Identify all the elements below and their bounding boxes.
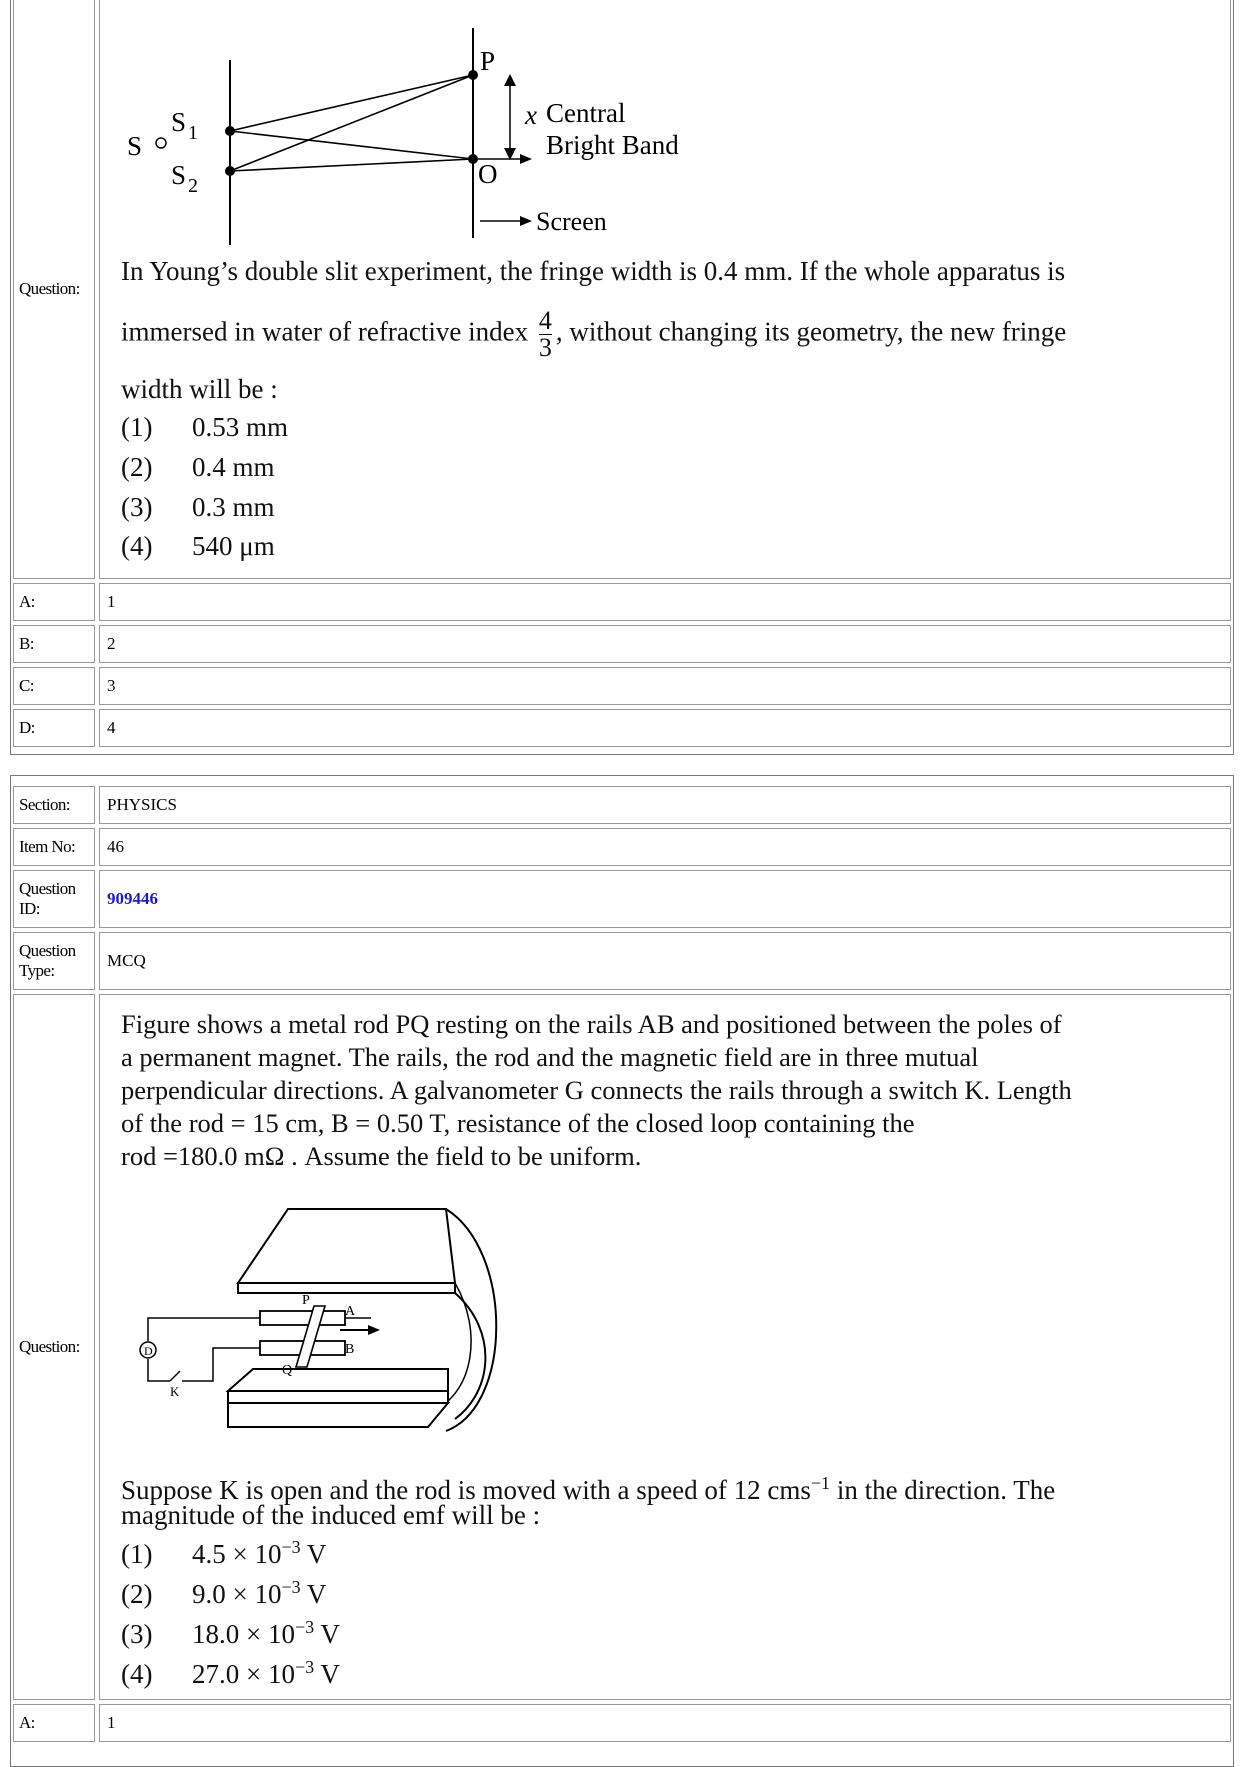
question-text-2-line-2: magnitude of the induced emf will be : bbox=[121, 1500, 541, 1530]
option-3 bbox=[121, 1617, 340, 1650]
answer-row-b bbox=[13, 625, 1231, 663]
question-type-value: MCQ bbox=[99, 932, 1231, 990]
answer-value: 2 bbox=[99, 625, 1231, 663]
section-row bbox=[13, 786, 1231, 824]
question-paragraph bbox=[121, 1008, 1211, 1173]
question-content bbox=[99, 994, 1231, 1700]
option-mantissa: 27.0 × 10 bbox=[192, 1659, 295, 1689]
option-2 bbox=[121, 452, 275, 483]
label-o: O bbox=[478, 159, 498, 189]
label-screen: Screen bbox=[536, 207, 607, 236]
option-1 bbox=[121, 412, 288, 443]
option-number: (3) bbox=[121, 492, 153, 522]
answer-value: 1 bbox=[99, 583, 1231, 621]
question-id-label: Question ID: bbox=[13, 870, 95, 928]
question-type-row bbox=[13, 932, 1231, 990]
frac-den: 3 bbox=[538, 333, 552, 362]
option-unit: V bbox=[314, 1619, 340, 1649]
question-text-line-3: width will be : bbox=[121, 374, 278, 404]
text-part-a: Suppose K is open and the rod is moved with a speed of 12 cms bbox=[121, 1475, 811, 1505]
option-exponent: −3 bbox=[281, 1537, 301, 1557]
option-2 bbox=[121, 1577, 326, 1610]
question-label: Question: bbox=[13, 994, 95, 1700]
option-4 bbox=[121, 531, 275, 562]
text-part-a: immersed in water of refractive index bbox=[121, 316, 529, 347]
section-value: PHYSICS bbox=[99, 786, 1231, 824]
answer-row-c bbox=[13, 667, 1231, 705]
para-line: rod =180.0 mΩ . Assume the field to be uniform. bbox=[121, 1141, 642, 1171]
label-b: B bbox=[345, 1342, 355, 1357]
question-block-2 bbox=[10, 775, 1234, 1767]
option-exponent: −3 bbox=[294, 1657, 315, 1677]
option-text: 0.4 mm bbox=[192, 452, 275, 482]
answer-row-d bbox=[13, 709, 1231, 747]
answer-row-a bbox=[13, 1704, 1231, 1742]
label-s1: S bbox=[171, 107, 187, 137]
option-number: (4) bbox=[121, 531, 153, 561]
option-mantissa: 9.0 × 10 bbox=[192, 1579, 282, 1609]
answer-value: 4 bbox=[99, 709, 1231, 747]
option-3 bbox=[121, 492, 275, 523]
option-number: (1) bbox=[121, 412, 153, 442]
option-exponent: −3 bbox=[281, 1577, 301, 1597]
option-unit: V bbox=[300, 1539, 327, 1569]
question-id-value: 909446 bbox=[99, 870, 1231, 928]
section-label: Section: bbox=[13, 786, 95, 824]
para-line: a permanent magnet. The rails, the rod and the magnetic field are in three mutual bbox=[121, 1042, 979, 1072]
option-unit: V bbox=[300, 1579, 327, 1609]
option-unit: V bbox=[314, 1659, 340, 1689]
answer-label: D: bbox=[13, 709, 95, 747]
label-g: D bbox=[144, 1344, 153, 1358]
answer-row-a bbox=[13, 583, 1231, 621]
item-label: Item No: bbox=[13, 828, 95, 866]
option-exponent: −3 bbox=[294, 1617, 315, 1637]
superscript: −1 bbox=[810, 1473, 831, 1493]
youngs-double-slit-figure bbox=[100, 0, 800, 245]
frac-num: 4 bbox=[538, 306, 552, 335]
fraction bbox=[539, 308, 552, 361]
question-content bbox=[99, 0, 1231, 579]
question-text-line-1: In Young’s double slit experiment, the fringe width is 0.4 mm. If the whole apparatus is bbox=[121, 256, 1066, 286]
label-x: x bbox=[525, 100, 537, 130]
para-line: Figure shows a metal rod PQ resting on the rails AB and positioned between the poles of bbox=[121, 1009, 1062, 1039]
option-4 bbox=[121, 1657, 340, 1690]
option-1 bbox=[121, 1537, 326, 1570]
option-mantissa: 18.0 × 10 bbox=[192, 1619, 295, 1649]
question-row bbox=[13, 994, 1231, 1700]
label-a: A bbox=[345, 1304, 356, 1319]
label-bright-band: Bright Band bbox=[546, 130, 679, 160]
question-row bbox=[13, 0, 1231, 579]
answer-label: B: bbox=[13, 625, 95, 663]
question-type-label: Question Type: bbox=[13, 932, 95, 990]
item-value: 46 bbox=[99, 828, 1231, 866]
label-k: K bbox=[170, 1384, 180, 1399]
option-mantissa: 4.5 × 10 bbox=[192, 1539, 282, 1569]
rod-rails-magnet-figure bbox=[118, 1191, 538, 1441]
item-row bbox=[13, 828, 1231, 866]
option-number: (2) bbox=[121, 1579, 153, 1609]
text-part-b: in the direction. The bbox=[830, 1475, 1056, 1505]
question-text-line-2 bbox=[121, 308, 1066, 361]
option-text: 540 μm bbox=[192, 531, 275, 561]
answer-value: 3 bbox=[99, 667, 1231, 705]
label-s1-sub: 1 bbox=[188, 122, 198, 144]
answer-value: 1 bbox=[99, 1704, 1231, 1742]
label-s2: S bbox=[171, 160, 187, 190]
label-p: P bbox=[480, 46, 496, 76]
option-number: (2) bbox=[121, 452, 153, 482]
label-s: S bbox=[127, 131, 143, 161]
label-q: Q bbox=[282, 1363, 293, 1378]
question-id-row bbox=[13, 870, 1231, 928]
answer-label: A: bbox=[13, 583, 95, 621]
label-central: Central bbox=[546, 98, 626, 128]
option-number: (4) bbox=[121, 1659, 153, 1689]
text-part-b: , without changing its geometry, the new fringe bbox=[555, 316, 1067, 347]
label-s2-sub: 2 bbox=[188, 175, 198, 197]
answer-label: A: bbox=[13, 1704, 95, 1742]
question-block-1 bbox=[10, 0, 1234, 755]
option-text: 0.53 mm bbox=[192, 412, 289, 442]
label-p: P bbox=[302, 1293, 310, 1308]
option-number: (1) bbox=[121, 1539, 153, 1569]
question-label: Question: bbox=[13, 0, 95, 579]
para-line: perpendicular directions. A galvanometer G connects the rails through a switch K. Length bbox=[121, 1075, 1072, 1105]
answer-label: C: bbox=[13, 667, 95, 705]
option-number: (3) bbox=[121, 1619, 153, 1649]
option-text: 0.3 mm bbox=[192, 492, 275, 522]
para-line: of the rod = 15 cm, B = 0.50 T, resistance of the closed loop containing the bbox=[121, 1108, 915, 1138]
